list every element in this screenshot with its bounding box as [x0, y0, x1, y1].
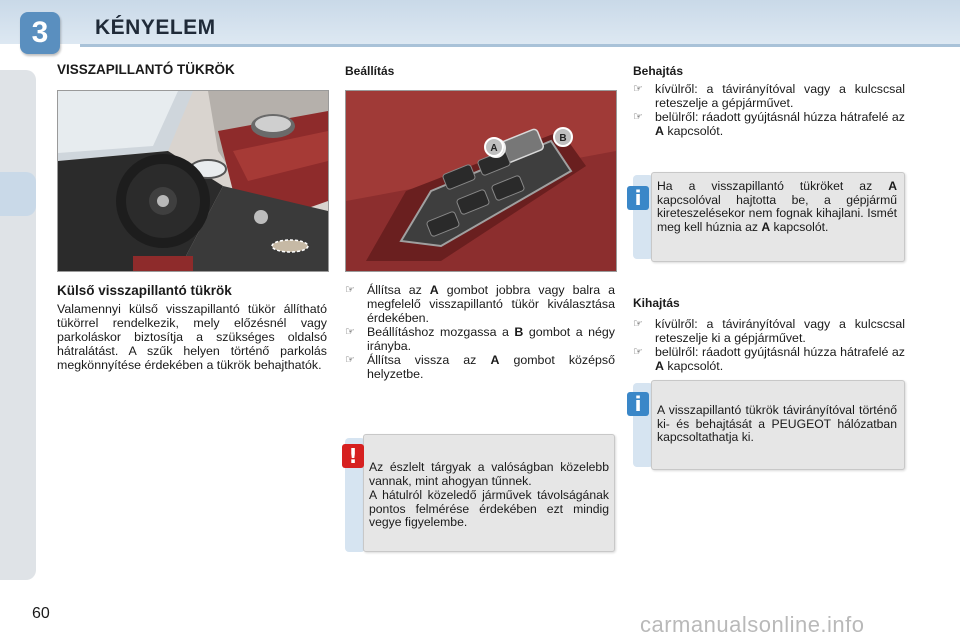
watermark: carmanualsonline.info: [640, 612, 865, 637]
chapter-title: KÉNYELEM: [95, 16, 216, 39]
fold-step-1: ☞ kívülről: a távirányítóval vagy a kulcscsal reteszelje a gépjárművet.: [633, 82, 905, 110]
fold-title: Behajtás: [633, 64, 684, 78]
exterior-mirrors-title: Külső visszapillantó tükrök: [57, 283, 232, 298]
info-1-text: Ha a visszapillantó tükröket az A kapcsolóval hajtotta be, a gépjármű kireteszelésekor nem fognak kihajlani. Ismét meg kell húznia az A kapcsolót.: [657, 179, 897, 234]
header-rule: [80, 44, 960, 47]
info-icon: i: [627, 392, 649, 416]
label-b: B: [559, 133, 567, 144]
pointing-hand-icon: ☞: [633, 111, 643, 123]
pointing-hand-icon: ☞: [633, 83, 643, 95]
section-title: VISSZAPILLANTÓ TÜKRÖK: [57, 62, 235, 77]
pointing-hand-icon: ☞: [345, 354, 355, 366]
fold-step-2: ☞ belülről: ráadott gyújtásnál húzza hátrafelé az A kapcsolót.: [633, 110, 905, 138]
chapter-number-tab: 3: [20, 12, 60, 54]
adjust-step-1: ☞ Állítsa az A gombot jobbra vagy balra a megfelelő visszapillantó tükör kiválasztása érdekében.: [345, 283, 615, 325]
pointing-hand-icon: ☞: [633, 318, 643, 330]
warning-text-1: Az észlelt tárgyak a valóságban közelebb vannak, mint ahogyan tűnnek.: [369, 460, 609, 488]
pointing-hand-icon: ☞: [345, 284, 355, 296]
car-interior-illustration: [58, 91, 328, 271]
adjustment-title: Beállítás: [345, 64, 395, 78]
exclamation-icon: !: [342, 444, 364, 468]
unfold-title: Kihajtás: [633, 296, 680, 310]
unfold-step-1: ☞ kívülről: a távirányítóval vagy a kulcscsal reteszelje ki a gépjárművet.: [633, 317, 905, 345]
side-chapter-marker: [0, 172, 36, 216]
pointing-hand-icon: ☞: [345, 326, 355, 338]
adjust-step-2: ☞ Beállításhoz mozgassa a B gombot a négy irányba.: [345, 325, 615, 353]
switch-panel-photo: [345, 90, 617, 272]
info-2-text: A visszapillantó tükrök távirányítóval történő ki- és behajtását a PEUGEOT hálózatban kapcsoltathatja ki.: [657, 403, 897, 444]
adjust-step-3: ☞ Állítsa vissza az A gombot középső helyzetbe.: [345, 353, 615, 381]
pointing-hand-icon: ☞: [633, 346, 643, 358]
info-icon: i: [627, 186, 649, 210]
interior-photo: [57, 90, 329, 272]
page-number: 60: [32, 605, 50, 622]
warning-text-2: A hátulról közeledő járművek távolságának pontos felmérése érdekében ezt mindig vegye figyelembe.: [369, 488, 609, 529]
door-switch-illustration: [346, 91, 616, 271]
exterior-mirrors-text: Valamennyi külső visszapillantó tükör állítható tükörrel rendelkezik, mely előzésnél vagy parkoláskor biztosítja a szükséges oldalsó hátralátást. A szűk helyen történő parkolás megkönnyítése érdekében a tükrök behajthatók.: [57, 302, 327, 372]
label-a: A: [490, 143, 498, 154]
side-margin-strip: [0, 70, 36, 580]
unfold-step-2: ☞ belülről: ráadott gyújtásnál húzza hátrafelé az A kapcsolót.: [633, 345, 905, 373]
